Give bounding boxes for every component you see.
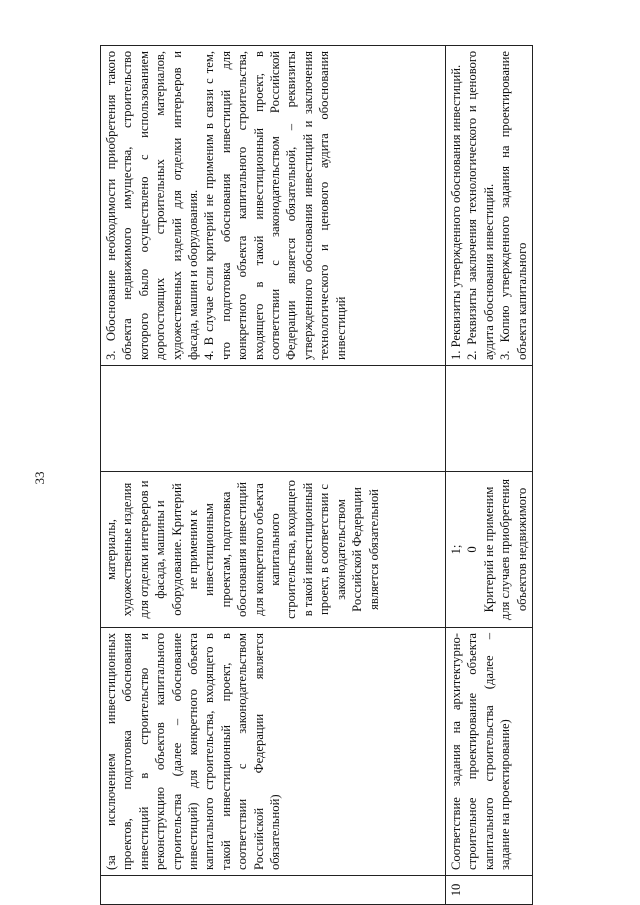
document-item: 1. Реквизиты утвержденного обоснования инвестиций. bbox=[449, 64, 463, 360]
documents-cell bbox=[446, 46, 533, 366]
document-item: 2. Реквизиты заключения технологического и ценового аудита обоснования инвестиций. bbox=[465, 51, 496, 360]
row-number-cell: 10 bbox=[446, 876, 533, 905]
document-item: 4. В случае если критерий не применим в связи с тем, что подготовка обоснования инвестиций для конкретного объекта капитального строительства, входящего в такой инвестиционный проект, в соответствии с законодательством Российской Федерации является обязательной, – реквизиты утвержденного обоснования инвестиций и заключения технологического и ценового аудита обоснования инвестиций bbox=[202, 51, 348, 360]
criterion-cell: Соответствие задания на архитектурно-строительное проектирование объекта капитального строительства (далее – задание на проектирование) bbox=[446, 628, 533, 876]
score-cell: материалы, художественные изделия для отделки интерьеров и фасада, машины и оборудование. Критерий не применим к инвестиционным проектам, подготовка обоснования инвестиций для конкретного объекта капитального строительства, входящего в такой инвестиционный проект, в соответствии с законодательством Российской Федерации является обязательной bbox=[101, 472, 446, 628]
criterion-cell: (за исключением инвестиционных проектов, подготовка обоснования инвестиций в строительство и реконструкцию объектов капитального строительства (далее – обоснование инвестиций) для конкретного объекта капитального строительства, входящего в такой инвестиционный проект, в соответствии с законодательством Российской Федерации является обязательной) bbox=[101, 628, 446, 876]
rotated-page-content bbox=[100, 45, 592, 905]
document-item: 3. Копию утвержденного задания на проектирование объекта капитального bbox=[498, 51, 529, 360]
page-number: 33 bbox=[32, 471, 47, 485]
score-cell bbox=[446, 472, 533, 628]
criteria-table bbox=[100, 45, 533, 905]
table-row bbox=[446, 46, 533, 905]
blank-cell bbox=[101, 366, 446, 472]
score-note: Критерий не применим для случаев приобретения объектов недвижимого bbox=[481, 478, 529, 621]
blank-cell bbox=[446, 366, 533, 472]
documents-cell bbox=[101, 46, 446, 366]
score-value: 1; bbox=[449, 544, 463, 555]
table-row bbox=[101, 46, 446, 905]
score-value: 0 bbox=[465, 546, 480, 553]
row-number-cell bbox=[101, 876, 446, 905]
document-item: 3. Обоснование необходимости приобретения такого объекта недвижимого имущества, строительство которого было осуществлено с использованием дорогостоящих строительных материалов, художественных изделий для отделки интерьеров и фасада, машин и оборудования. bbox=[104, 51, 201, 360]
